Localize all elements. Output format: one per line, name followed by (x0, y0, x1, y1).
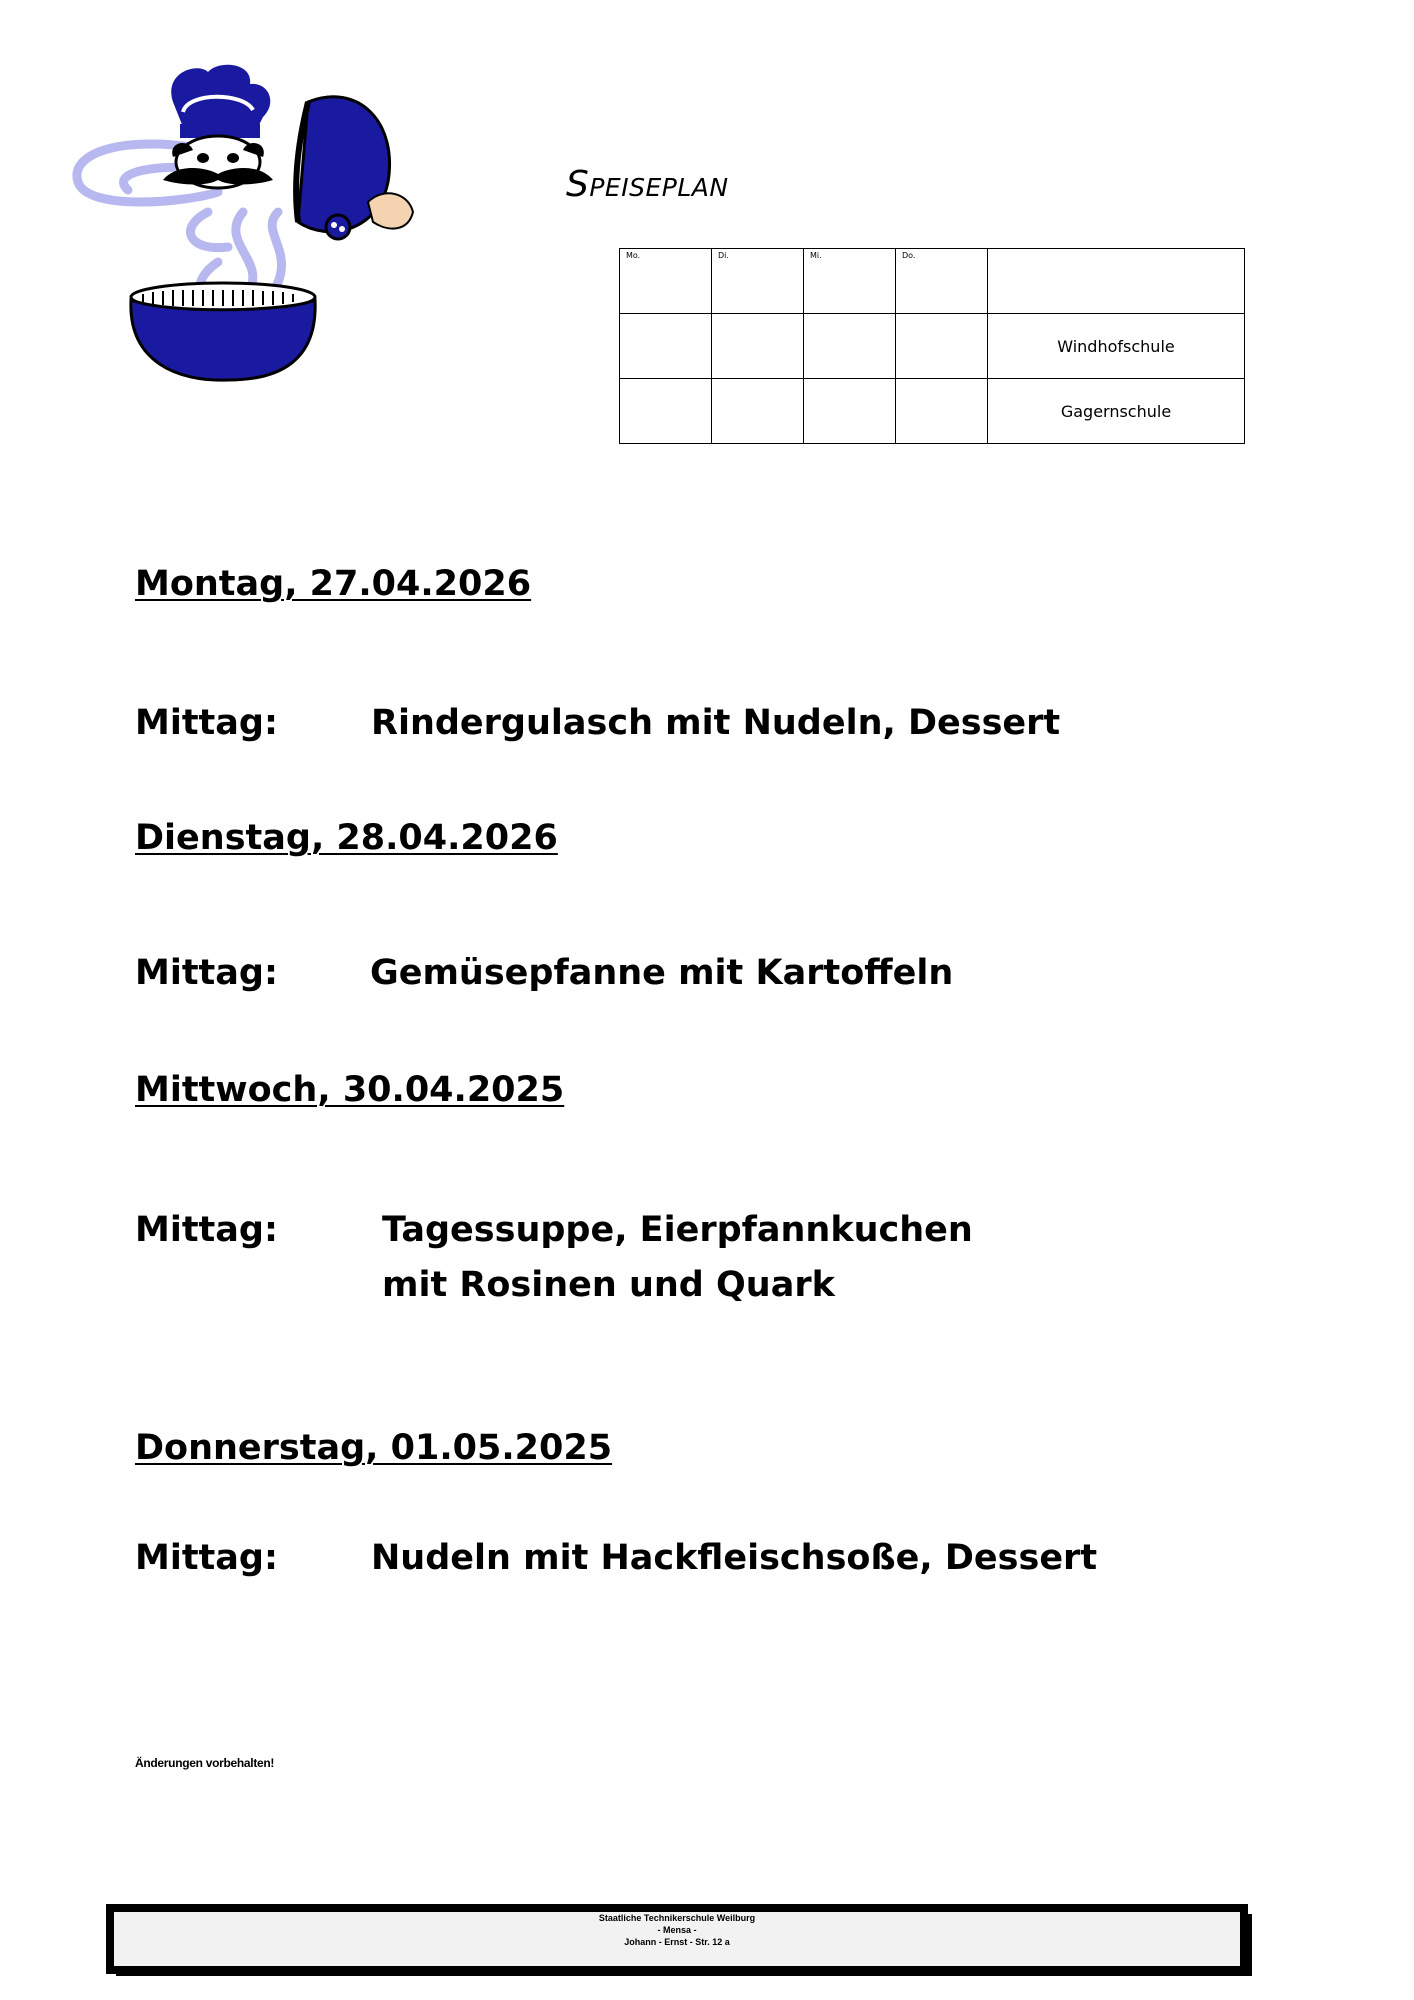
footer-line: - Mensa - (657, 1925, 697, 1935)
chef-logo (68, 62, 464, 392)
table-cell (712, 379, 804, 444)
day-label-mo: Mo. (626, 251, 641, 260)
table-cell (804, 314, 896, 379)
changes-note: Änderungen vorbehalten! (135, 1756, 275, 1770)
school-name-gagern: Gagernschule (988, 379, 1245, 444)
day-heading-tuesday: Dienstag, 28.04.2026 (135, 818, 558, 858)
footer-line: Staatliche Technikerschule Weilburg (598, 1913, 756, 1923)
meal-line: Rindergulasch mit Nudeln, Dessert (371, 703, 1061, 743)
meal-text-tuesday (370, 946, 953, 1001)
meal-text-wednesday (382, 1203, 973, 1313)
day-heading-wednesday: Mittwoch, 30.04.2025 (135, 1070, 565, 1110)
meal-label-monday: Mittag: (135, 703, 278, 743)
table-row (620, 314, 1245, 379)
meal-line: Nudeln mit Hackfleischsoße, Dessert (371, 1538, 1098, 1578)
table-cell (988, 249, 1245, 314)
footer-line: Johann - Ernst - Str. 12 a (624, 1937, 730, 1947)
meal-label-wednesday: Mittag: (135, 1210, 278, 1250)
table-row (620, 249, 1245, 314)
day-label-do: Do. (902, 251, 916, 260)
day-label-di: Di. (718, 251, 729, 260)
table-cell (620, 249, 712, 314)
table-cell (896, 379, 988, 444)
table-row (620, 379, 1245, 444)
footer-box (106, 1904, 1248, 1974)
meal-line: Tagessuppe, Eierpfannkuchen (382, 1210, 973, 1250)
table-cell (712, 249, 804, 314)
meal-text-thursday (371, 1531, 1097, 1586)
page-title: Speiseplan (566, 164, 729, 205)
table-cell (804, 249, 896, 314)
table-cell (896, 249, 988, 314)
school-name-windhof: Windhofschule (988, 314, 1245, 379)
table-cell (620, 314, 712, 379)
meal-text-monday (371, 696, 1060, 751)
meal-label-thursday: Mittag: (135, 1538, 278, 1578)
meal-label-tuesday: Mittag: (135, 953, 278, 993)
day-heading-monday: Montag, 27.04.2026 (135, 564, 532, 604)
meal-line: Gemüsepfanne mit Kartoffeln (370, 953, 954, 993)
schedule-table (619, 248, 1245, 444)
table-cell (804, 379, 896, 444)
day-heading-thursday: Donnerstag, 01.05.2025 (135, 1428, 613, 1468)
table-cell (712, 314, 804, 379)
table-cell (896, 314, 988, 379)
meal-line: mit Rosinen und Quark (382, 1265, 835, 1305)
table-cell (620, 379, 712, 444)
day-label-mi: Mi. (810, 251, 822, 260)
